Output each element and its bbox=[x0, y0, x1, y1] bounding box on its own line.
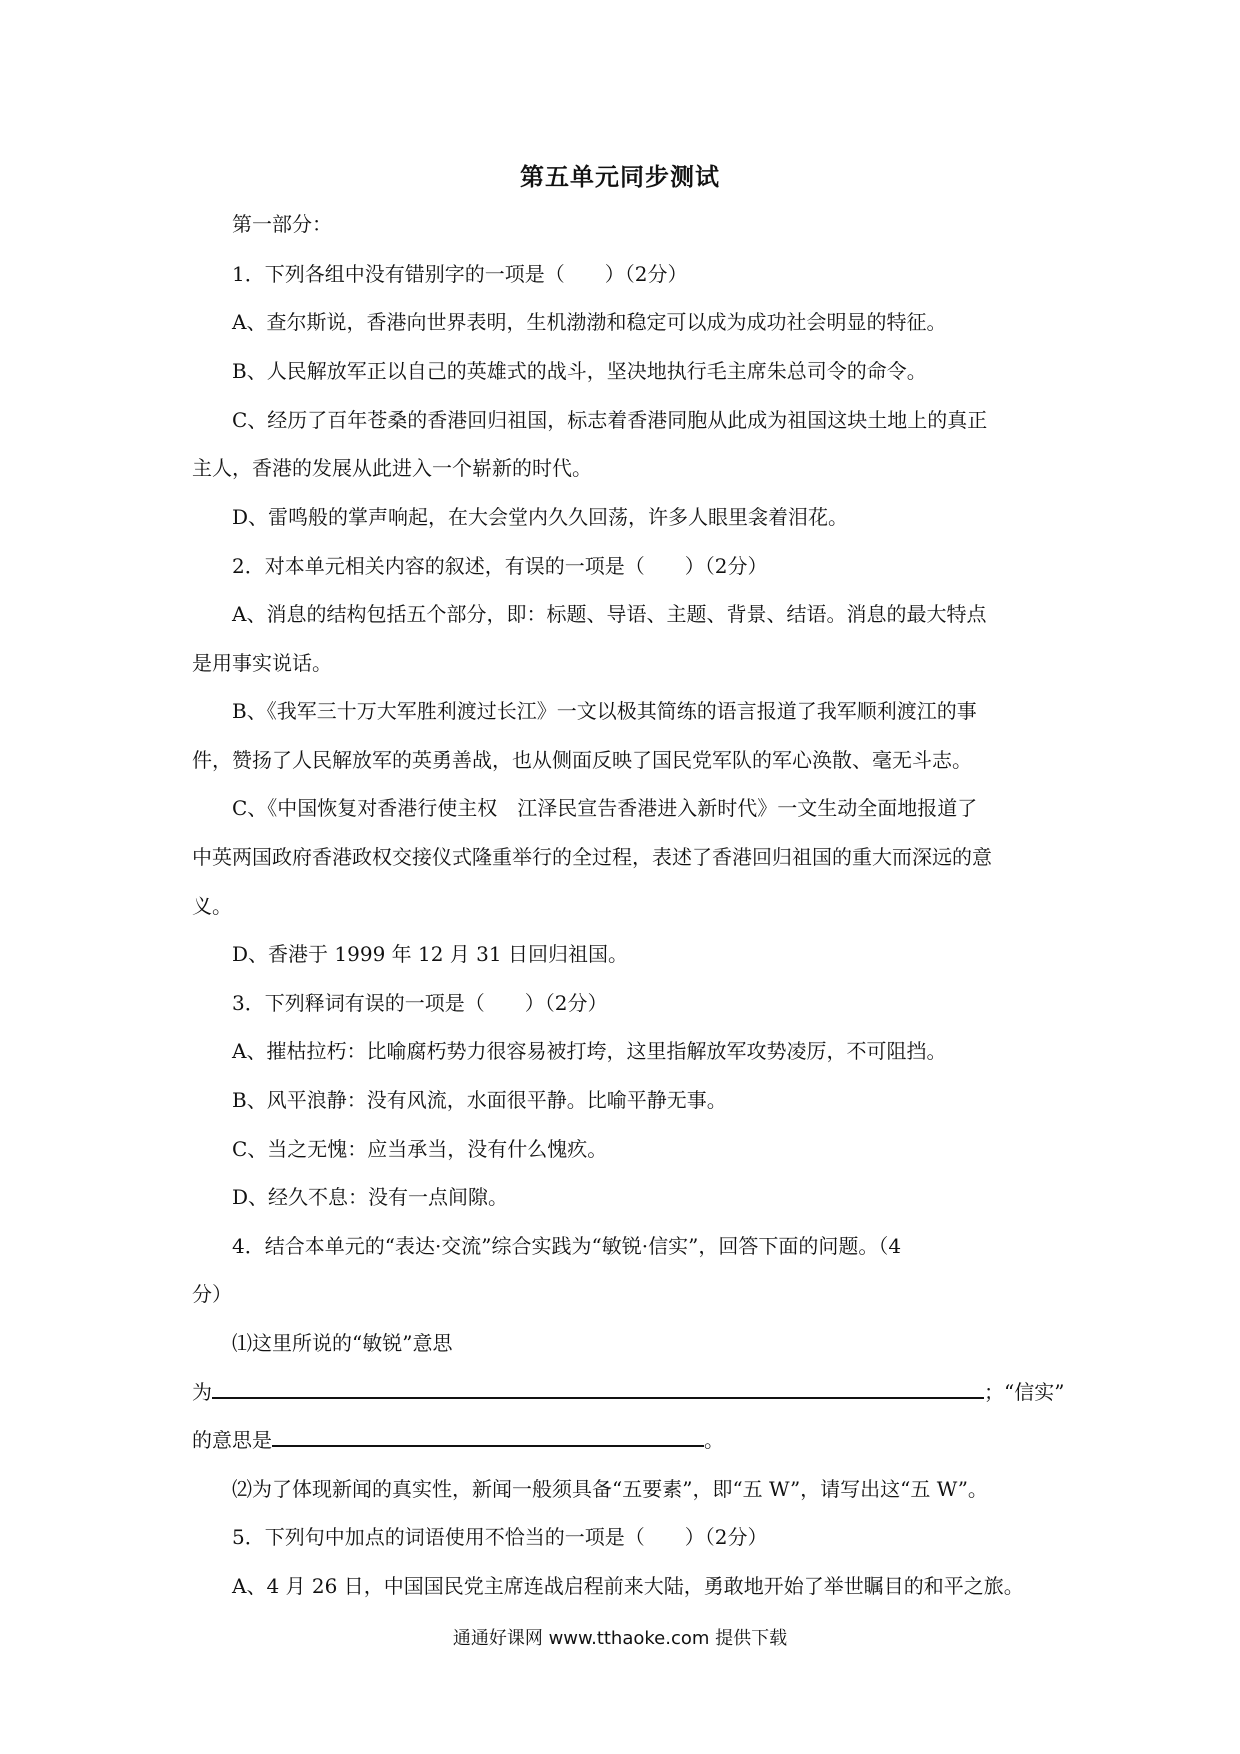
page-footer: 通通好课网 www.tthaoke.com 提供下载 bbox=[452, 1628, 788, 1649]
option-2c: C、《中国恢复对香港行使主权 江泽民宣告香港进入新时代》一文生动全面地报道了 bbox=[232, 796, 978, 820]
option-2b: B、《我军三十万大军胜利渡过长江》一文以极其简练的语言报道了我军顺利渡江的事 bbox=[232, 699, 977, 723]
question-1: 1．下列各组中没有错别字的一项是（ ）（2分） bbox=[232, 262, 688, 286]
option-3d: D、经久不息：没有一点间隙。 bbox=[232, 1185, 509, 1209]
question-4-part1: ⑴这里所说的“敏锐”意思 bbox=[232, 1331, 453, 1355]
question-4: 4．结合本单元的“表达·交流”综合实践为“敏锐·信实”，回答下面的问题。（4 bbox=[232, 1234, 902, 1258]
option-1c-cont: 主人，香港的发展从此进入一个崭新的时代。 bbox=[192, 456, 592, 480]
option-1a: A、查尔斯说，香港向世界表明，生机渤渤和稳定可以成为成功社会明显的特征。 bbox=[232, 310, 947, 334]
section-heading: 第一部分： bbox=[232, 212, 332, 236]
answer-blank-1[interactable] bbox=[212, 1379, 984, 1399]
option-2a-cont: 是用事实说话。 bbox=[192, 651, 332, 675]
option-3c: C、当之无愧：应当承当，没有什么愧疚。 bbox=[232, 1137, 608, 1161]
option-2c-cont2: 义。 bbox=[192, 894, 232, 918]
blank-1-suffix: ；“信实” bbox=[984, 1380, 1065, 1404]
option-1d: D、雷鸣般的掌声响起，在大会堂内久久回荡，许多人眼里衾着泪花。 bbox=[232, 505, 849, 529]
question-3: 3．下列释词有误的一项是（ ）（2分） bbox=[232, 991, 608, 1015]
answer-line-2 bbox=[192, 1424, 1052, 1453]
page-title: 第五单元同步测试 bbox=[520, 163, 720, 191]
answer-blank-2[interactable] bbox=[272, 1427, 704, 1447]
option-2b-cont: 件，赞扬了人民解放军的英勇善战，也从侧面反映了国民党军队的军心涣散、毫无斗志。 bbox=[192, 748, 972, 772]
question-4-part2: ⑵为了体现新闻的真实性，新闻一般须具备“五要素”，即“五 W”，请写出这“五 W”。 bbox=[232, 1477, 988, 1501]
question-2: 2．对本单元相关内容的叙述，有误的一项是（ ）（2分） bbox=[232, 554, 768, 578]
blank-1-prefix: 为 bbox=[192, 1380, 212, 1404]
answer-line-1 bbox=[192, 1376, 1065, 1405]
option-2d: D、香港于 1999 年 12 月 31 日回归祖国。 bbox=[232, 942, 628, 966]
option-3a: A、摧枯拉朽：比喻腐朽势力很容易被打垮，这里指解放军攻势凌厉，不可阻挡。 bbox=[232, 1039, 947, 1063]
option-1b: B、人民解放军正以自己的英雄式的战斗，坚决地执行毛主席朱总司令的命令。 bbox=[232, 359, 927, 383]
question-5: 5．下列句中加点的词语使用不恰当的一项是（ ）（2分） bbox=[232, 1525, 768, 1549]
blank-2-prefix: 的意思是 bbox=[192, 1428, 272, 1452]
option-5a: A、4 月 26 日，中国国民党主席连战启程前来大陆，勇敢地开始了举世瞩目的和平之旅。 bbox=[232, 1574, 1024, 1598]
question-4-cont: 分） bbox=[192, 1282, 232, 1306]
option-2a: A、消息的结构包括五个部分，即：标题、导语、主题、背景、结语。消息的最大特点 bbox=[232, 602, 987, 626]
option-3b: B、风平浪静：没有风流，水面很平静。比喻平静无事。 bbox=[232, 1088, 727, 1112]
option-1c: C、经历了百年苍桑的香港回归祖国，标志着香港同胞从此成为祖国这块土地上的真正 bbox=[232, 408, 988, 432]
blank-2-suffix: 。 bbox=[704, 1428, 724, 1452]
option-2c-cont: 中英两国政府香港政权交接仪式隆重举行的全过程，表述了香港回归祖国的重大而深远的意 bbox=[192, 845, 992, 869]
